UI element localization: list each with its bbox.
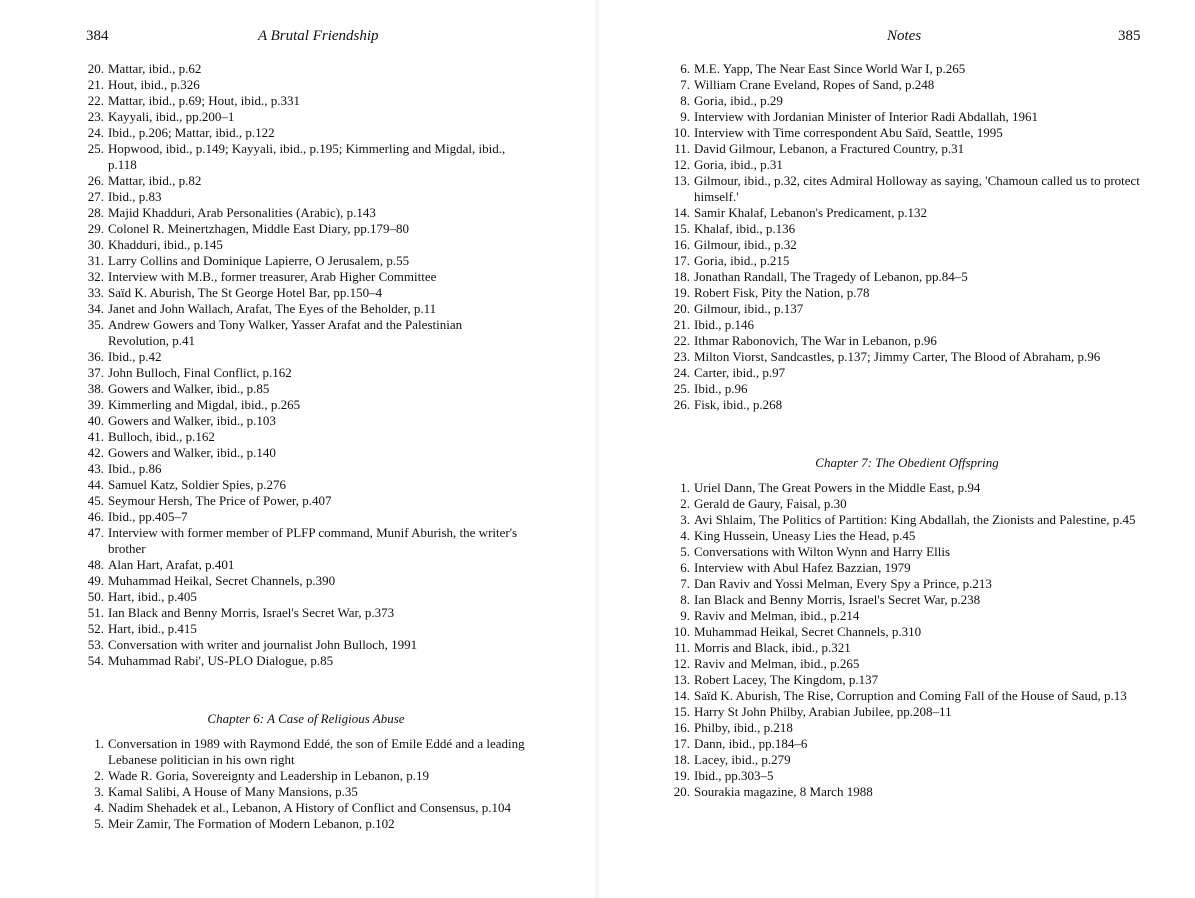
note-text: Kayyali, ibid., pp.200–1 (108, 109, 235, 124)
note-number: 2. (94, 768, 104, 783)
note-number: 35. (87, 317, 104, 332)
note-text: Khadduri, ibid., p.145 (108, 237, 223, 252)
running-title: Notes (887, 28, 922, 44)
note-number: 38. (87, 381, 104, 396)
note-item (672, 125, 1142, 141)
note-item (86, 768, 526, 784)
note-number: 4. (94, 800, 104, 815)
note-item (672, 736, 1142, 752)
note-item (672, 560, 1142, 576)
note-number: 43. (87, 461, 104, 476)
note-number: 36. (87, 349, 104, 364)
note-item (672, 752, 1142, 768)
note-text: Ibid., p.83 (108, 189, 162, 204)
note-text: Fisk, ibid., p.268 (694, 397, 783, 412)
note-item (86, 397, 526, 413)
note-text: Gowers and Walker, ibid., p.140 (108, 445, 276, 460)
notes-list (86, 736, 526, 832)
note-number: 9. (680, 608, 690, 623)
note-item (86, 621, 526, 637)
chapter-heading: Chapter 6: A Case of Religious Abuse (207, 711, 405, 726)
note-text: Colonel R. Meinertzhagen, Middle East Diary, pp.179–80 (108, 221, 409, 236)
note-item (672, 381, 1142, 397)
note-item (86, 317, 526, 349)
note-item (672, 496, 1142, 512)
running-head (600, 28, 1195, 48)
note-text: Robert Fisk, Pity the Nation, p.78 (694, 285, 870, 300)
note-item (86, 637, 526, 653)
note-number: 21. (673, 317, 690, 332)
note-item (672, 237, 1142, 253)
note-text: Ibid., pp.405–7 (108, 509, 188, 524)
note-item (86, 237, 526, 253)
note-item (672, 365, 1142, 381)
note-text: David Gilmour, Lebanon, a Fractured Country, p.31 (694, 141, 965, 156)
note-item (672, 221, 1142, 237)
note-text: Ian Black and Benny Morris, Israel's Secret War, p.373 (108, 605, 395, 620)
note-item (86, 61, 526, 77)
note-text: Dan Raviv and Yossi Melman, Every Spy a Prince, p.213 (694, 576, 992, 591)
note-text: M.E. Yapp, The Near East Since World War I, p.265 (694, 61, 966, 76)
note-item (86, 109, 526, 125)
note-number: 30. (87, 237, 104, 252)
note-number: 28. (87, 205, 104, 220)
note-text: Hart, ibid., p.405 (108, 589, 197, 604)
note-number: 2. (680, 496, 690, 511)
note-text: Muhammad Heikal, Secret Channels, p.310 (694, 624, 922, 639)
note-item (86, 173, 526, 189)
note-number: 24. (87, 125, 104, 140)
note-text: Ibid., p.42 (108, 349, 162, 364)
note-item (672, 77, 1142, 93)
note-number: 37. (87, 365, 104, 380)
note-item (672, 317, 1142, 333)
note-text: Wade R. Goria, Sovereignty and Leadership in Lebanon, p.19 (108, 768, 429, 783)
note-number: 14. (673, 688, 690, 703)
note-text: Goria, ibid., p.29 (694, 93, 783, 108)
notes-list (672, 480, 1142, 800)
note-number: 3. (680, 512, 690, 527)
note-number: 51. (87, 605, 104, 620)
note-text: Morris and Black, ibid., p.321 (694, 640, 851, 655)
note-item (672, 333, 1142, 349)
note-item (672, 704, 1142, 720)
note-text: Seymour Hersh, The Price of Power, p.407 (108, 493, 332, 508)
note-text: Gilmour, ibid., p.32, cites Admiral Holloway as saying, 'Chamoun called us to protect himself.' (694, 173, 1140, 204)
note-text: Ian Black and Benny Morris, Israel's Secret War, p.238 (694, 592, 981, 607)
note-number: 29. (87, 221, 104, 236)
note-number: 32. (87, 269, 104, 284)
note-text: Mattar, ibid., p.69; Hout, ibid., p.331 (108, 93, 300, 108)
note-number: 5. (680, 544, 690, 559)
note-text: Robert Lacey, The Kingdom, p.137 (694, 672, 879, 687)
note-text: Gilmour, ibid., p.137 (694, 301, 804, 316)
note-text: Milton Viorst, Sandcastles, p.137; Jimmy Carter, The Blood of Abraham, p.96 (694, 349, 1101, 364)
note-item (672, 720, 1142, 736)
note-number: 21. (87, 77, 104, 92)
note-item (86, 381, 526, 397)
note-text: Ibid., p.96 (694, 381, 748, 396)
note-number: 10. (673, 125, 690, 140)
note-number: 23. (673, 349, 690, 364)
note-text: Saïd K. Aburish, The Rise, Corruption and Coming Fall of the House of Saud, p.13 (694, 688, 1127, 703)
note-item (86, 493, 526, 509)
note-item (672, 544, 1142, 560)
note-text: Saïd K. Aburish, The St George Hotel Bar, pp.150–4 (108, 285, 383, 300)
note-number: 26. (673, 397, 690, 412)
note-number: 23. (87, 109, 104, 124)
note-number: 31. (87, 253, 104, 268)
note-item (672, 608, 1142, 624)
note-number: 7. (680, 576, 690, 591)
note-number: 53. (87, 637, 104, 652)
note-number: 12. (673, 157, 690, 172)
note-number: 16. (673, 720, 690, 735)
note-text: John Bulloch, Final Conflict, p.162 (108, 365, 292, 380)
note-text: Samuel Katz, Soldier Spies, p.276 (108, 477, 287, 492)
note-text: Hopwood, ibid., p.149; Kayyali, ibid., p.195; Kimmerling and Migdal, ibid., p.118 (108, 141, 506, 172)
note-text: Interview with Abul Hafez Bazzian, 1979 (694, 560, 911, 575)
note-number: 9. (680, 109, 690, 124)
note-text: Andrew Gowers and Tony Walker, Yasser Arafat and the Palestinian Revolution, p.41 (108, 317, 463, 348)
note-text: Raviv and Melman, ibid., p.265 (694, 656, 860, 671)
note-text: King Hussein, Uneasy Lies the Head, p.45 (694, 528, 916, 543)
note-number: 49. (87, 573, 104, 588)
note-number: 11. (674, 141, 690, 156)
note-number: 18. (673, 752, 690, 767)
note-text: Interview with Jordanian Minister of Interior Radi Abdallah, 1961 (694, 109, 1039, 124)
note-text: William Crane Eveland, Ropes of Sand, p.248 (694, 77, 935, 92)
note-item (672, 768, 1142, 784)
note-number: 24. (673, 365, 690, 380)
note-item (86, 509, 526, 525)
note-item (672, 397, 1142, 413)
note-text: Interview with Time correspondent Abu Saïd, Seattle, 1995 (694, 125, 1003, 140)
note-item (672, 656, 1142, 672)
note-number: 19. (673, 768, 690, 783)
note-text: Mattar, ibid., p.82 (108, 173, 202, 188)
note-item (86, 429, 526, 445)
note-number: 1. (680, 480, 690, 495)
note-text: Gowers and Walker, ibid., p.103 (108, 413, 276, 428)
note-item (86, 653, 526, 669)
note-text: Goria, ibid., p.31 (694, 157, 783, 172)
note-number: 6. (680, 560, 690, 575)
note-text: Dann, ibid., pp.184–6 (694, 736, 808, 751)
note-text: Nadim Shehadek et al., Lebanon, A History of Conflict and Consensus, p.104 (108, 800, 511, 815)
note-text: Muhammad Heikal, Secret Channels, p.390 (108, 573, 336, 588)
note-text: Avi Shlaim, The Politics of Partition: King Abdallah, the Zionists and Palestine, p.45 (694, 512, 1136, 527)
note-item (672, 576, 1142, 592)
note-item (86, 589, 526, 605)
note-number: 6. (680, 61, 690, 76)
note-item (86, 125, 526, 141)
note-number: 48. (87, 557, 104, 572)
note-text: Conversation with writer and journalist John Bulloch, 1991 (108, 637, 418, 652)
note-text: Samir Khalaf, Lebanon's Predicament, p.132 (694, 205, 928, 220)
note-text: Ibid., p.146 (694, 317, 754, 332)
note-text: Philby, ibid., p.218 (694, 720, 793, 735)
note-number: 22. (673, 333, 690, 348)
page-number: 384 (86, 28, 109, 44)
note-item (86, 269, 526, 285)
note-item (672, 784, 1142, 800)
note-number: 17. (673, 736, 690, 751)
note-number: 1. (94, 736, 104, 751)
note-item (672, 512, 1142, 528)
note-item (86, 301, 526, 317)
note-item (86, 365, 526, 381)
note-text: Ithmar Rabonovich, The War in Lebanon, p.96 (694, 333, 937, 348)
note-item (672, 480, 1142, 496)
note-number: 10. (673, 624, 690, 639)
note-number: 22. (87, 93, 104, 108)
note-item (672, 157, 1142, 173)
note-text: Majid Khadduri, Arab Personalities (Arabic), p.143 (108, 205, 376, 220)
note-text: Hart, ibid., p.415 (108, 621, 197, 636)
note-item (86, 141, 526, 173)
note-item (86, 285, 526, 301)
note-item (86, 413, 526, 429)
note-number: 40. (87, 413, 104, 428)
note-number: 54. (87, 653, 104, 668)
note-text: Interview with former member of PLFP command, Munif Aburish, the writer's brother (108, 525, 518, 556)
note-text: Conversations with Wilton Wynn and Harry Ellis (694, 544, 951, 559)
note-item (672, 285, 1142, 301)
note-item (672, 592, 1142, 608)
note-number: 14. (673, 205, 690, 220)
note-text: Larry Collins and Dominique Lapierre, O Jerusalem, p.55 (108, 253, 410, 268)
note-item (86, 253, 526, 269)
note-text: Ibid., p.86 (108, 461, 162, 476)
note-number: 19. (673, 285, 690, 300)
note-number: 13. (673, 173, 690, 188)
note-text: Meir Zamir, The Formation of Modern Lebanon, p.102 (108, 816, 395, 831)
note-number: 7. (680, 77, 690, 92)
note-number: 50. (87, 589, 104, 604)
note-item (672, 640, 1142, 656)
note-item (86, 189, 526, 205)
note-text: Interview with M.B., former treasurer, Arab Higher Committee (108, 269, 437, 284)
note-item (672, 141, 1142, 157)
note-item (86, 77, 526, 93)
note-item (86, 461, 526, 477)
note-number: 34. (87, 301, 104, 316)
note-item (86, 573, 526, 589)
note-number: 11. (674, 640, 690, 655)
note-text: Harry St John Philby, Arabian Jubilee, pp.208–11 (694, 704, 952, 719)
note-item (672, 93, 1142, 109)
note-number: 25. (673, 381, 690, 396)
note-text: Kamal Salibi, A House of Many Mansions, p.35 (108, 784, 358, 799)
note-number: 16. (673, 237, 690, 252)
note-number: 20. (87, 61, 104, 76)
note-number: 25. (87, 141, 104, 156)
note-number: 44. (87, 477, 104, 492)
note-text: Carter, ibid., p.97 (694, 365, 786, 380)
note-number: 18. (673, 269, 690, 284)
note-number: 12. (673, 656, 690, 671)
note-text: Raviv and Melman, ibid., p.214 (694, 608, 860, 623)
note-number: 5. (94, 816, 104, 831)
notes-list (672, 61, 1142, 413)
note-item (672, 528, 1142, 544)
running-head (0, 28, 590, 48)
note-number: 42. (87, 445, 104, 460)
note-item (86, 816, 526, 832)
note-item (86, 349, 526, 365)
note-text: Conversation in 1989 with Raymond Eddé, the son of Emile Eddé and a leading Lebanese politician in his own right (108, 736, 525, 767)
note-text: Gowers and Walker, ibid., p.85 (108, 381, 270, 396)
note-number: 3. (94, 784, 104, 799)
right-page (600, 0, 1195, 898)
note-item (672, 624, 1142, 640)
note-text: Mattar, ibid., p.62 (108, 61, 202, 76)
note-text: Sourakia magazine, 8 March 1988 (694, 784, 873, 799)
note-item (86, 605, 526, 621)
note-text: Gilmour, ibid., p.32 (694, 237, 797, 252)
page-number: 385 (1118, 28, 1141, 44)
note-number: 15. (673, 704, 690, 719)
note-item (672, 253, 1142, 269)
notes-list (86, 61, 526, 669)
left-page (0, 0, 590, 898)
note-number: 13. (673, 672, 690, 687)
note-text: Muhammad Rabi', US-PLO Dialogue, p.85 (108, 653, 334, 668)
note-number: 46. (87, 509, 104, 524)
note-item (86, 93, 526, 109)
note-text: Ibid., p.206; Mattar, ibid., p.122 (108, 125, 275, 140)
note-number: 8. (680, 93, 690, 108)
note-text: Janet and John Wallach, Arafat, The Eyes of the Beholder, p.11 (108, 301, 437, 316)
note-text: Uriel Dann, The Great Powers in the Middle East, p.94 (694, 480, 981, 495)
note-text: Ibid., pp.303–5 (694, 768, 774, 783)
note-text: Jonathan Randall, The Tragedy of Lebanon, pp.84–5 (694, 269, 968, 284)
note-number: 47. (87, 525, 104, 540)
note-number: 26. (87, 173, 104, 188)
note-number: 8. (680, 592, 690, 607)
note-item (86, 525, 526, 557)
note-item (86, 205, 526, 221)
note-item (672, 301, 1142, 317)
chapter-heading: Chapter 7: The Obedient Offspring (815, 455, 999, 470)
note-item (672, 269, 1142, 285)
note-number: 27. (87, 189, 104, 204)
note-item (86, 221, 526, 237)
note-number: 20. (673, 301, 690, 316)
note-number: 52. (87, 621, 104, 636)
note-text: Khalaf, ibid., p.136 (694, 221, 796, 236)
note-item (672, 688, 1142, 704)
note-text: Kimmerling and Migdal, ibid., p.265 (108, 397, 301, 412)
note-number: 20. (673, 784, 690, 799)
note-text: Hout, ibid., p.326 (108, 77, 200, 92)
note-number: 39. (87, 397, 104, 412)
note-item (672, 173, 1142, 205)
note-item (672, 349, 1142, 365)
note-item (672, 109, 1142, 125)
note-number: 33. (87, 285, 104, 300)
note-item (86, 477, 526, 493)
note-item (86, 736, 526, 768)
note-number: 45. (87, 493, 104, 508)
note-number: 41. (87, 429, 104, 444)
note-item (672, 672, 1142, 688)
note-item (86, 784, 526, 800)
note-text: Lacey, ibid., p.279 (694, 752, 791, 767)
note-item (672, 61, 1142, 77)
note-item (86, 445, 526, 461)
note-number: 15. (673, 221, 690, 236)
note-number: 4. (680, 528, 690, 543)
running-title: A Brutal Friendship (258, 28, 379, 44)
note-item (672, 205, 1142, 221)
note-text: Bulloch, ibid., p.162 (108, 429, 215, 444)
note-item (86, 557, 526, 573)
note-text: Gerald de Gaury, Faisal, p.30 (694, 496, 847, 511)
note-text: Goria, ibid., p.215 (694, 253, 790, 268)
note-text: Alan Hart, Arafat, p.401 (108, 557, 235, 572)
note-item (86, 800, 526, 816)
note-number: 17. (673, 253, 690, 268)
